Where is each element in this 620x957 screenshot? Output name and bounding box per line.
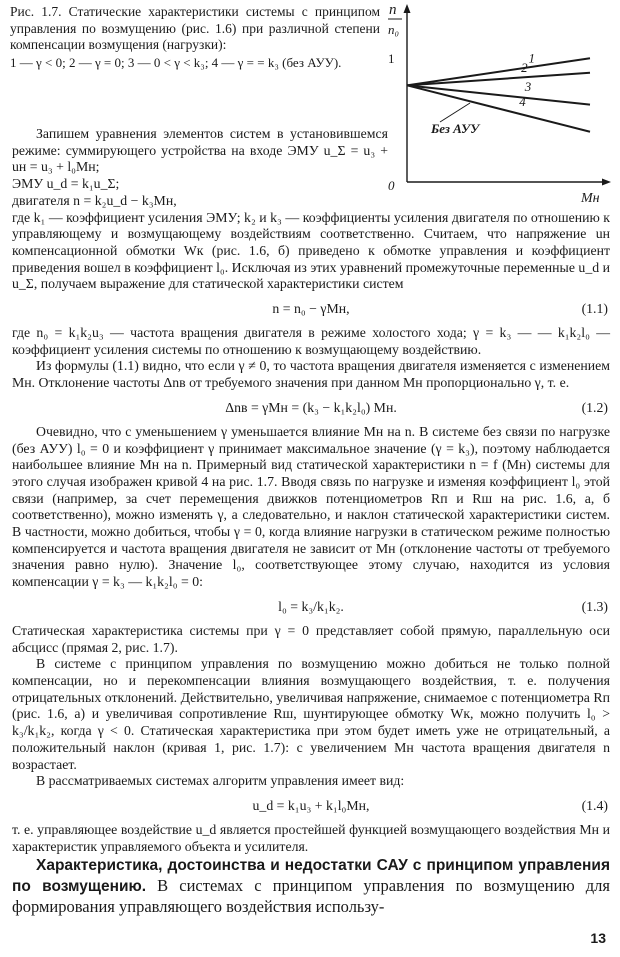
equation-1-3-body: l₀ = k₃/k₁k₂. bbox=[278, 598, 344, 614]
curve-annotation: Без АУУ bbox=[431, 121, 480, 136]
chart-series-labels bbox=[519, 51, 535, 109]
equation-1-2 bbox=[12, 399, 610, 417]
equation-1-1 bbox=[12, 300, 610, 318]
series-label-1: 1 bbox=[528, 50, 535, 66]
series-label-2: 2 bbox=[521, 60, 528, 76]
equation-1-3 bbox=[12, 598, 610, 616]
annotation-leader bbox=[440, 103, 470, 122]
series-label-3: 3 bbox=[524, 78, 532, 94]
section-title: Характеристика, достоинства и недостатки САУ с принципом управления по возмущению. bbox=[12, 857, 610, 896]
paragraph-overcompensation: В системе с принципом управления по возмущению можно добиться не только полной компенсации, но и перекомпенсации влияния возмущающего воздействия, т. е. получения отрицательных отклонений. Действительно, увеличивая напряжение, снимаемое с потенциометра Rп (рис. 1.6, а) и увеличивая сопротивление Rш, шунтирующее обмотку Wк, можно получить l₀ > k₃/k₁k₂, когда γ < 0. Статическая характеристика при этом будет иметь уже не отрицательный, а положительный наклон (кривая 1, рис. 1.7): с увеличением Mн частота вращения двигателя n возрастает. bbox=[12, 656, 610, 772]
paragraph-deviation: Из формулы (1.1) видно, что если γ ≠ 0, то частота вращения двигателя изменяется с изменением Mн. Отклонение частоты Δnв от требуемого значения при данном Mн пропорционально γ, т. е. bbox=[12, 358, 610, 391]
equation-1-4-body: u_d = k₁u₃ + k₁l₀Mн, bbox=[252, 797, 370, 813]
equation-1-1-number: (1.1) bbox=[581, 301, 608, 317]
figure-caption-text: Рис. 1.7. Статические характеристики системы с принципом управления по возмущению (рис. 1.6) при различной степени компенсации возмущения (нагрузки): bbox=[10, 4, 380, 52]
figure-caption bbox=[10, 4, 380, 71]
equation-1-3-number: (1.3) bbox=[581, 598, 608, 614]
x-axis-label: Mн bbox=[581, 191, 600, 206]
motor-equation: двигателя n = k₂u_d − k₃Mн, bbox=[12, 192, 177, 208]
paragraph-algorithm: В рассматриваемых системах алгоритм управления имеет вид: bbox=[36, 773, 405, 789]
equation-1-2-number: (1.2) bbox=[581, 399, 608, 415]
series-line-1 bbox=[407, 58, 590, 85]
y-tick-label: 1 bbox=[388, 51, 395, 66]
page-number: 13 bbox=[590, 930, 606, 946]
y-axis-label-denominator: n₀ bbox=[388, 22, 400, 37]
paragraph-control-action: т. е. управляющее воздействие u_d является простейшей функцией возмущающего воздействия Mн и характеристик управляемого объекта и усилителя. bbox=[12, 821, 610, 854]
emu-equation: ЭМУ u_d = k₁u_Σ; bbox=[12, 176, 120, 192]
section-heading-paragraph bbox=[12, 855, 610, 917]
equation-1-4 bbox=[12, 797, 610, 815]
equation-1-4-number: (1.4) bbox=[581, 797, 608, 813]
paragraph-equations-intro: Запишем уравнения элементов систем в установившемся режиме: суммирующего устройства на входе ЭМУ u_Σ = u₃ + uн = u₃ + l₀Mн; bbox=[12, 126, 388, 175]
y-axis-arrow bbox=[404, 4, 411, 13]
paragraph-coefficients: где k₁ — коэффициент усиления ЭМУ; k₂ и k₃ — коэффициенты усиления двигателя по отношению к управляющему и возмущающему воздействиям соответственно. Считаем, что напряжение uн компенсационной обмотки Wк (рис. 1.6, б) приведено к обмотке управления и коэффициент приведения вошел в коэффициент l₀. Исключая из этих уравнений промежуточные переменные u_d и u_Σ, получаем выражение для статической характеристики систем bbox=[12, 209, 610, 292]
paragraph-compensation: Очевидно, что с уменьшением γ уменьшается влияние Mн на n. В системе без связи по нагрузке (без АУУ) l₀ = 0 и коэффициент γ принимает максимальное значение (γ = k₃), поэтому наблюдается наибольшее влияние Mн на n. Примерный вид статической характеристики n = f (Mн) системы для этого случая изображен кривой 4 на рис. 1.7. Вводя связь по нагрузке и изменяя коэффициент l₀ этой связи (например, за счет перемещения движков потенциометров Rп и Rш на рис. 1.6, а, б соответственно), можно изменять γ, а следовательно, и наклон статической характеристики систем. В частности, можно добиться, чтобы γ = 0, когда влияние нагрузки в статическом режиме полностью компенсируется и частота вращения двигателя не зависит от Mн (отклонение частоты от требуемого значения равно нулю). Значение l₀, соответствующее этому случаю, находится из условия компенсации γ = k₃ — k₁k₂l₀ = 0: bbox=[12, 423, 610, 590]
origin-label: 0 bbox=[388, 178, 395, 193]
y-axis-label-numerator: n bbox=[389, 2, 397, 18]
series-line-2 bbox=[407, 73, 590, 86]
paragraph-straight-line: Статическая характеристика системы при γ = 0 представляет собой прямую, параллельную оси абсцисс (прямая 2, рис. 1.7). bbox=[12, 622, 610, 655]
paragraph-idle-speed: где n₀ = k₁k₂u₃ — частота вращения двигателя в режиме холостого хода; γ = k₃ — — k₁k₂l₀ — коэффициент усиления системы по отношению к возмущающему воздействию. bbox=[12, 325, 610, 357]
series-label-4: 4 bbox=[519, 93, 526, 109]
equation-1-1-body: n = n₀ − γMн, bbox=[272, 301, 350, 317]
equation-1-2-body: Δnв = γMн = (k₃ − k₁k₂l₀) Mн. bbox=[225, 399, 397, 415]
main-text bbox=[12, 126, 610, 917]
section-text: В системах с принципом управления по возмущению для формирования управляющего воздействия использу- bbox=[12, 876, 610, 917]
lead-block bbox=[12, 126, 388, 210]
figure-legend: 1 — γ < 0; 2 — γ = 0; 3 — 0 < γ < k₃; 4 — γ = = k₃ (без АУУ). bbox=[10, 54, 342, 70]
series-line-3 bbox=[407, 85, 590, 104]
